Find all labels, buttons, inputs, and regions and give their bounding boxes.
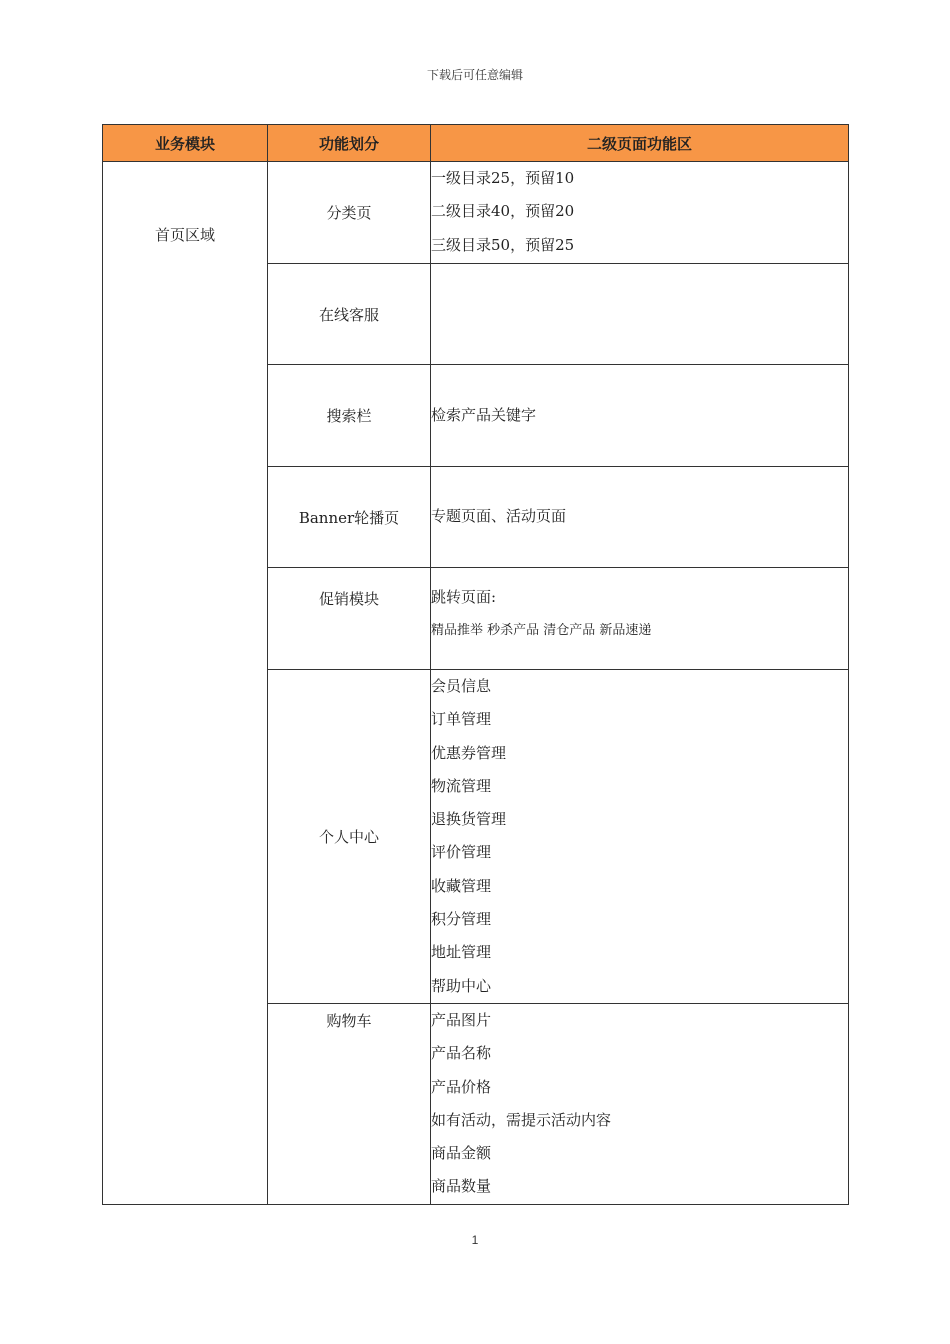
detail-line: 一级目录25，预留10 [431,169,575,187]
detail-line: 跳转页面: [431,588,497,606]
function-cell: 搜索栏 [268,365,431,467]
detail-line: 检索产品关键字 [431,405,537,424]
detail-line: 评价管理 [431,843,492,862]
table-row [103,162,849,264]
detail-line: 地址管理 [431,943,492,962]
function-label: 购物车 [326,1012,372,1030]
detail-line: 帮助中心 [431,976,492,995]
detail-cell [431,568,849,670]
function-cell: 个人中心 [268,670,431,1004]
detail-line: 物流管理 [431,776,492,795]
page-number: 1 [471,1233,479,1247]
detail-line: 收藏管理 [431,876,492,895]
function-cell: Banner轮播页 [268,467,431,568]
header-module: 业务模块 [103,125,268,162]
detail-line: 产品价格 [431,1077,492,1096]
detail-line: 优惠券管理 [431,743,507,762]
header-function: 功能划分 [268,125,431,162]
detail-line: 产品名称 [431,1044,492,1063]
detail-cell [431,670,849,1004]
detail-cell [431,1004,849,1205]
module-cell: 首页区域 [103,162,268,1205]
detail-cell [431,365,849,467]
detail-line: 三级目录50，预留25 [431,235,575,254]
table-header-row [103,125,849,162]
detail-line: 二级目录40，预留20 [431,202,575,221]
detail-line: 积分管理 [431,910,492,929]
header-subpage: 二级页面功能区 [431,125,849,162]
function-cell: 在线客服 [268,264,431,365]
detail-cell [431,162,849,264]
function-cell: 促销模块 [268,568,431,670]
header-note: 下载后可任意编辑 [426,68,523,82]
function-cell: 分类页 [268,162,431,264]
detail-cell [431,264,849,365]
detail-line: 会员信息 [431,677,492,695]
detail-line: 订单管理 [431,710,492,729]
detail-line: 如有活动，需提示活动内容 [431,1110,612,1129]
detail-line: 退换货管理 [431,810,507,829]
detail-line: 专题页面、活动页面 [431,507,567,526]
detail-cell [431,467,849,568]
detail-line: 产品图片 [431,1011,492,1029]
detail-line: 精品推举 秒杀产品 清仓产品 新品速递 [431,623,652,639]
function-cell [268,1004,431,1205]
detail-line: 商品数量 [431,1177,492,1196]
detail-line: 商品金额 [431,1144,492,1163]
function-spec-table [102,124,849,1205]
